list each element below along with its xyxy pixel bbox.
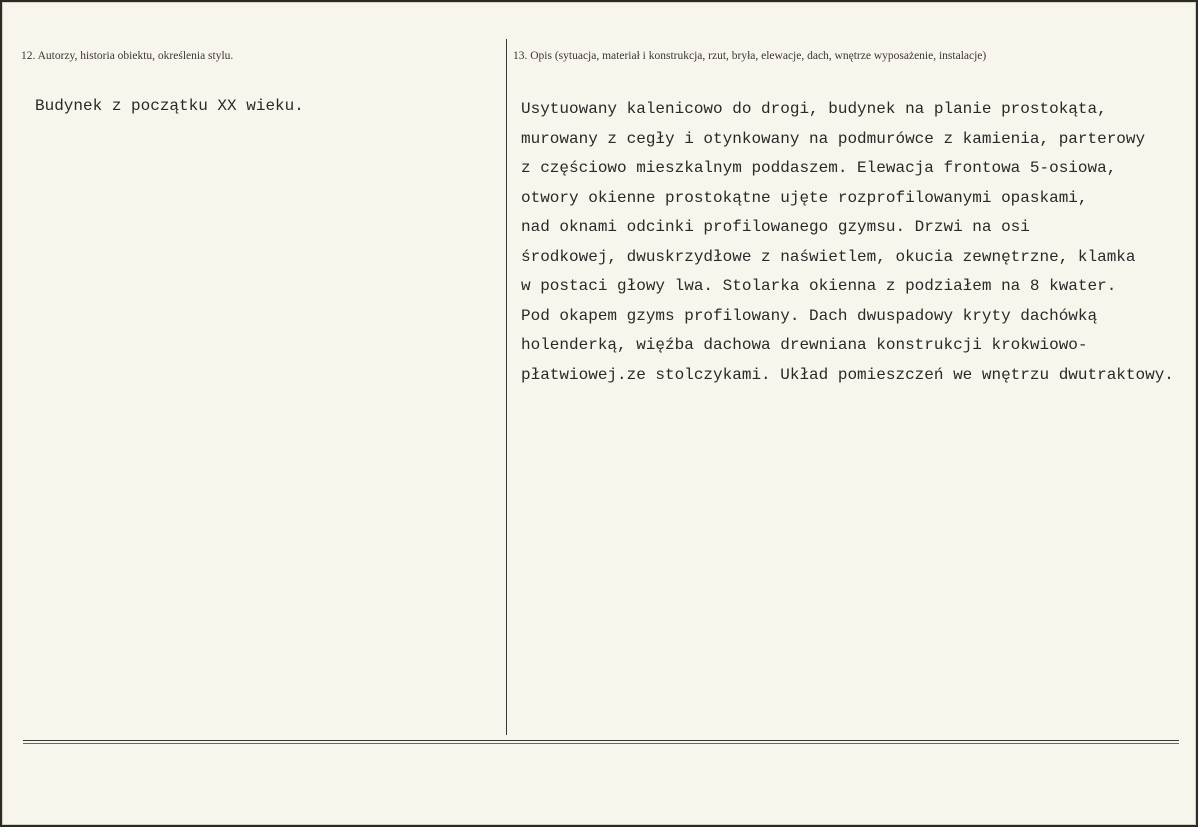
field-12-text: Budynek z początku XX wieku. [35, 97, 304, 115]
field-13-line: nad oknami odcinki profilowanego gzymsu. Drzwi na osi [521, 218, 1030, 236]
field-13-line: w postaci głowy lwa. Stolarka okienna z podziałem na 8 kwater. [521, 277, 1117, 295]
inventory-card [2, 2, 1196, 825]
field-13-line: środkowej, dwuskrzydłowe z naświetlem, okucia zewnętrzne, klamka [521, 247, 1136, 266]
field-13-line: płatwiowej.ze stolczykami. Układ pomieszczeń we wnętrzu dwutraktowy. [521, 365, 1174, 384]
field-13-line: Usytuowany kalenicowo do drogi, budynek na planie prostokąta, [521, 100, 1107, 118]
field-12-label: 12. Autorzy, historia obiektu, określenia stylu. [21, 50, 234, 62]
bottom-rule-secondary [23, 743, 1179, 744]
field-13-text [521, 95, 1174, 390]
column-divider [506, 39, 507, 735]
field-13-line: otwory okienne prostokątne ujęte rozprofilowanymi opaskami, [521, 188, 1088, 207]
field-13-line: Pod okapem gzyms profilowany. Dach dwuspadowy kryty dachówką [521, 306, 1098, 325]
field-13-label: 13. Opis (sytuacja, materiał i konstrukcja, rzut, bryła, elewacje, dach, wnętrze wyposażenie, instalacje) [513, 50, 987, 62]
field-13-line: murowany z cegły i otynkowany na podmurówce z kamienia, parterowy [521, 129, 1146, 148]
bottom-rule [23, 740, 1179, 741]
field-13-line: holenderką, więźba dachowa drewniana konstrukcji krokwiowo- [521, 336, 1088, 354]
field-13-line: z częściowo mieszkalnym poddaszem. Elewacja frontowa 5-osiowa, [521, 159, 1117, 177]
